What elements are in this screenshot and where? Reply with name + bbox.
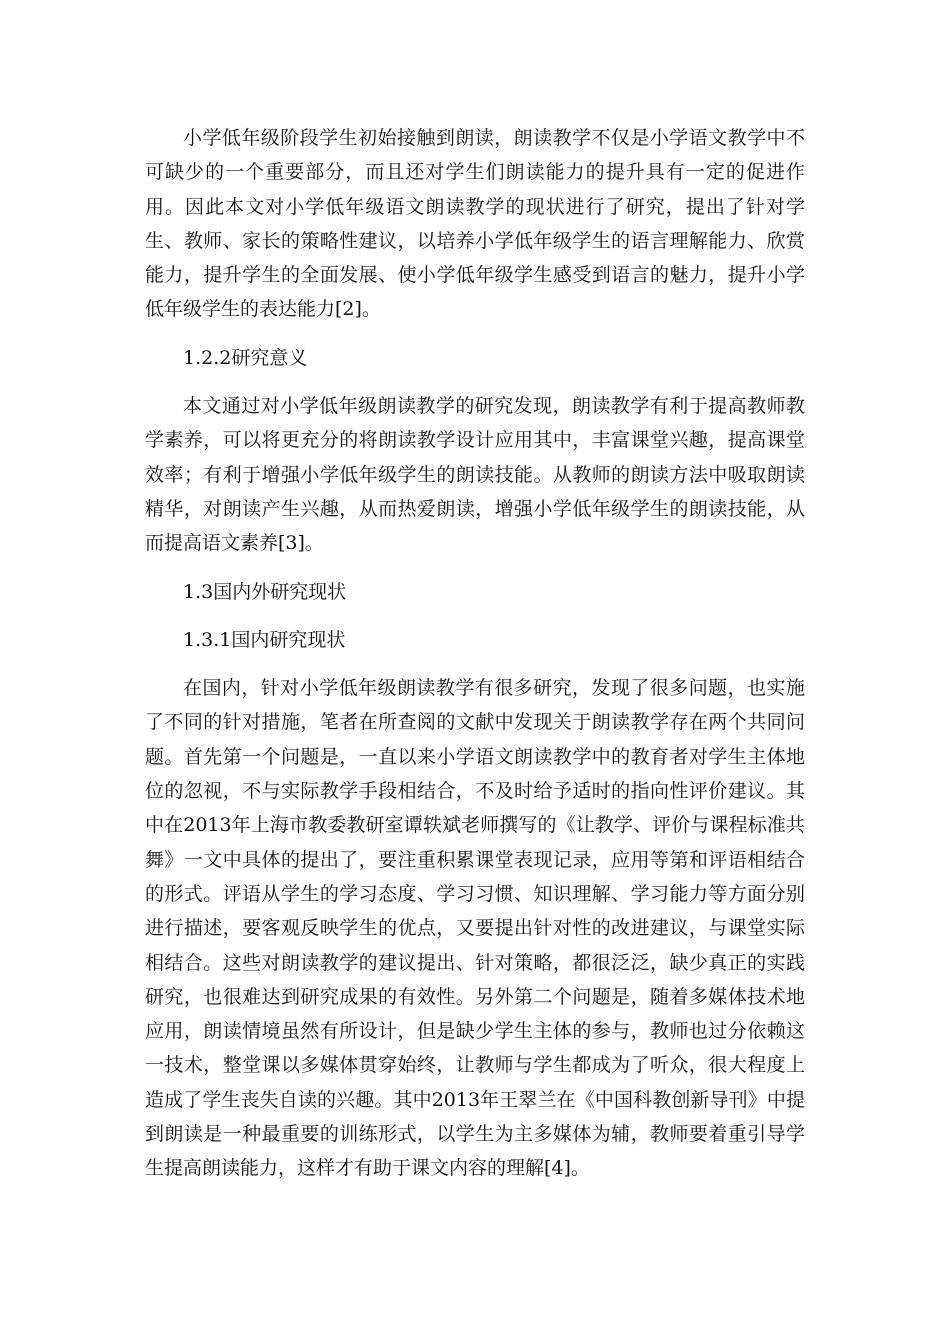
section-heading-1-3-1: 1.3.1国内研究现状 (183, 628, 346, 651)
paragraph-domestic-research: 在国内，针对小学低年级朗读教学有很多研究，发现了很多问题，也实施了不同的针对措施，笔者在所查阅的文献中发现关于朗读教学存在两个共同问题。首先第一个问题是，一直以来小学语文朗读教学中的教育者对学生主体地位的忽视，不与实际教学手段相结合，不及时给予适时的指向性评价建议。其中在2013年上海市教委教研室谭轶斌老师撰写的《让教学、评价与课程标准共舞》一文中具体的提出了，要注重积累课堂表现记录，应用等第和评语相结合的形式。评语从学生的学习态度、学习习惯、知识理解、学习能力等方面分别进行描述，要客观反映学生的优点，又要提出针对性的改进建议，与课堂实际相结合。这些对朗读教学的建议提出、针对策略，都很泛泛，缺少真正的实践研究，也很难达到研究成果的有效性。另外第二个问题是，随着多媒体技术地应用，朗读情境虽然有所设计，但是缺少学生主体的参与，教师也过分依赖这一技术，整堂课以多媒体贯穿始终，让教师与学生都成为了听众，很大程度上造成了学生丧失自读的兴趣。其中2013年王翠兰在《中国科教创新导刊》中提到朗读是一种最重要的训练形式，以学生为主多媒体为辅，教师要着重引导学生提高朗读能力，这样才有助于课文内容的理解[4]。 (145, 677, 805, 1180)
paragraph-intro: 小学低年级阶段学生初始接触到朗读，朗读教学不仅是小学语文教学中不可缺少的一个重要部分，而且还对学生们朗读能力的提升具有一定的促进作用。因此本文对小学低年级语文朗读教学的现状进行了研究，提出了针对学生、教师、家长的策略性建议，以培养小学低年级学生的语言理解能力、欣赏能力，提升学生的全面发展、使小学低年级学生感受到语言的魅力，提升小学低年级学生的表达能力[2]。 (145, 127, 805, 321)
document-body (145, 121, 805, 1200)
paragraph-significance: 本文通过对小学低年级朗读教学的研究发现，朗读教学有利于提高教师教学素养，可以将更充分的将朗读教学设计应用其中，丰富课堂兴趣，提高课堂效率；有利于增强小学低年级学生的朗读技能。从教师的朗读方法中吸取朗读精华，对朗读产生兴趣，从而热爱朗读，增强小学低年级学生的朗读技能，从而提高语文素养[3]。 (145, 395, 805, 555)
section-heading-1-3: 1.3国内外研究现状 (183, 580, 347, 603)
section-heading-1-2-2: 1.2.2研究意义 (183, 346, 308, 369)
